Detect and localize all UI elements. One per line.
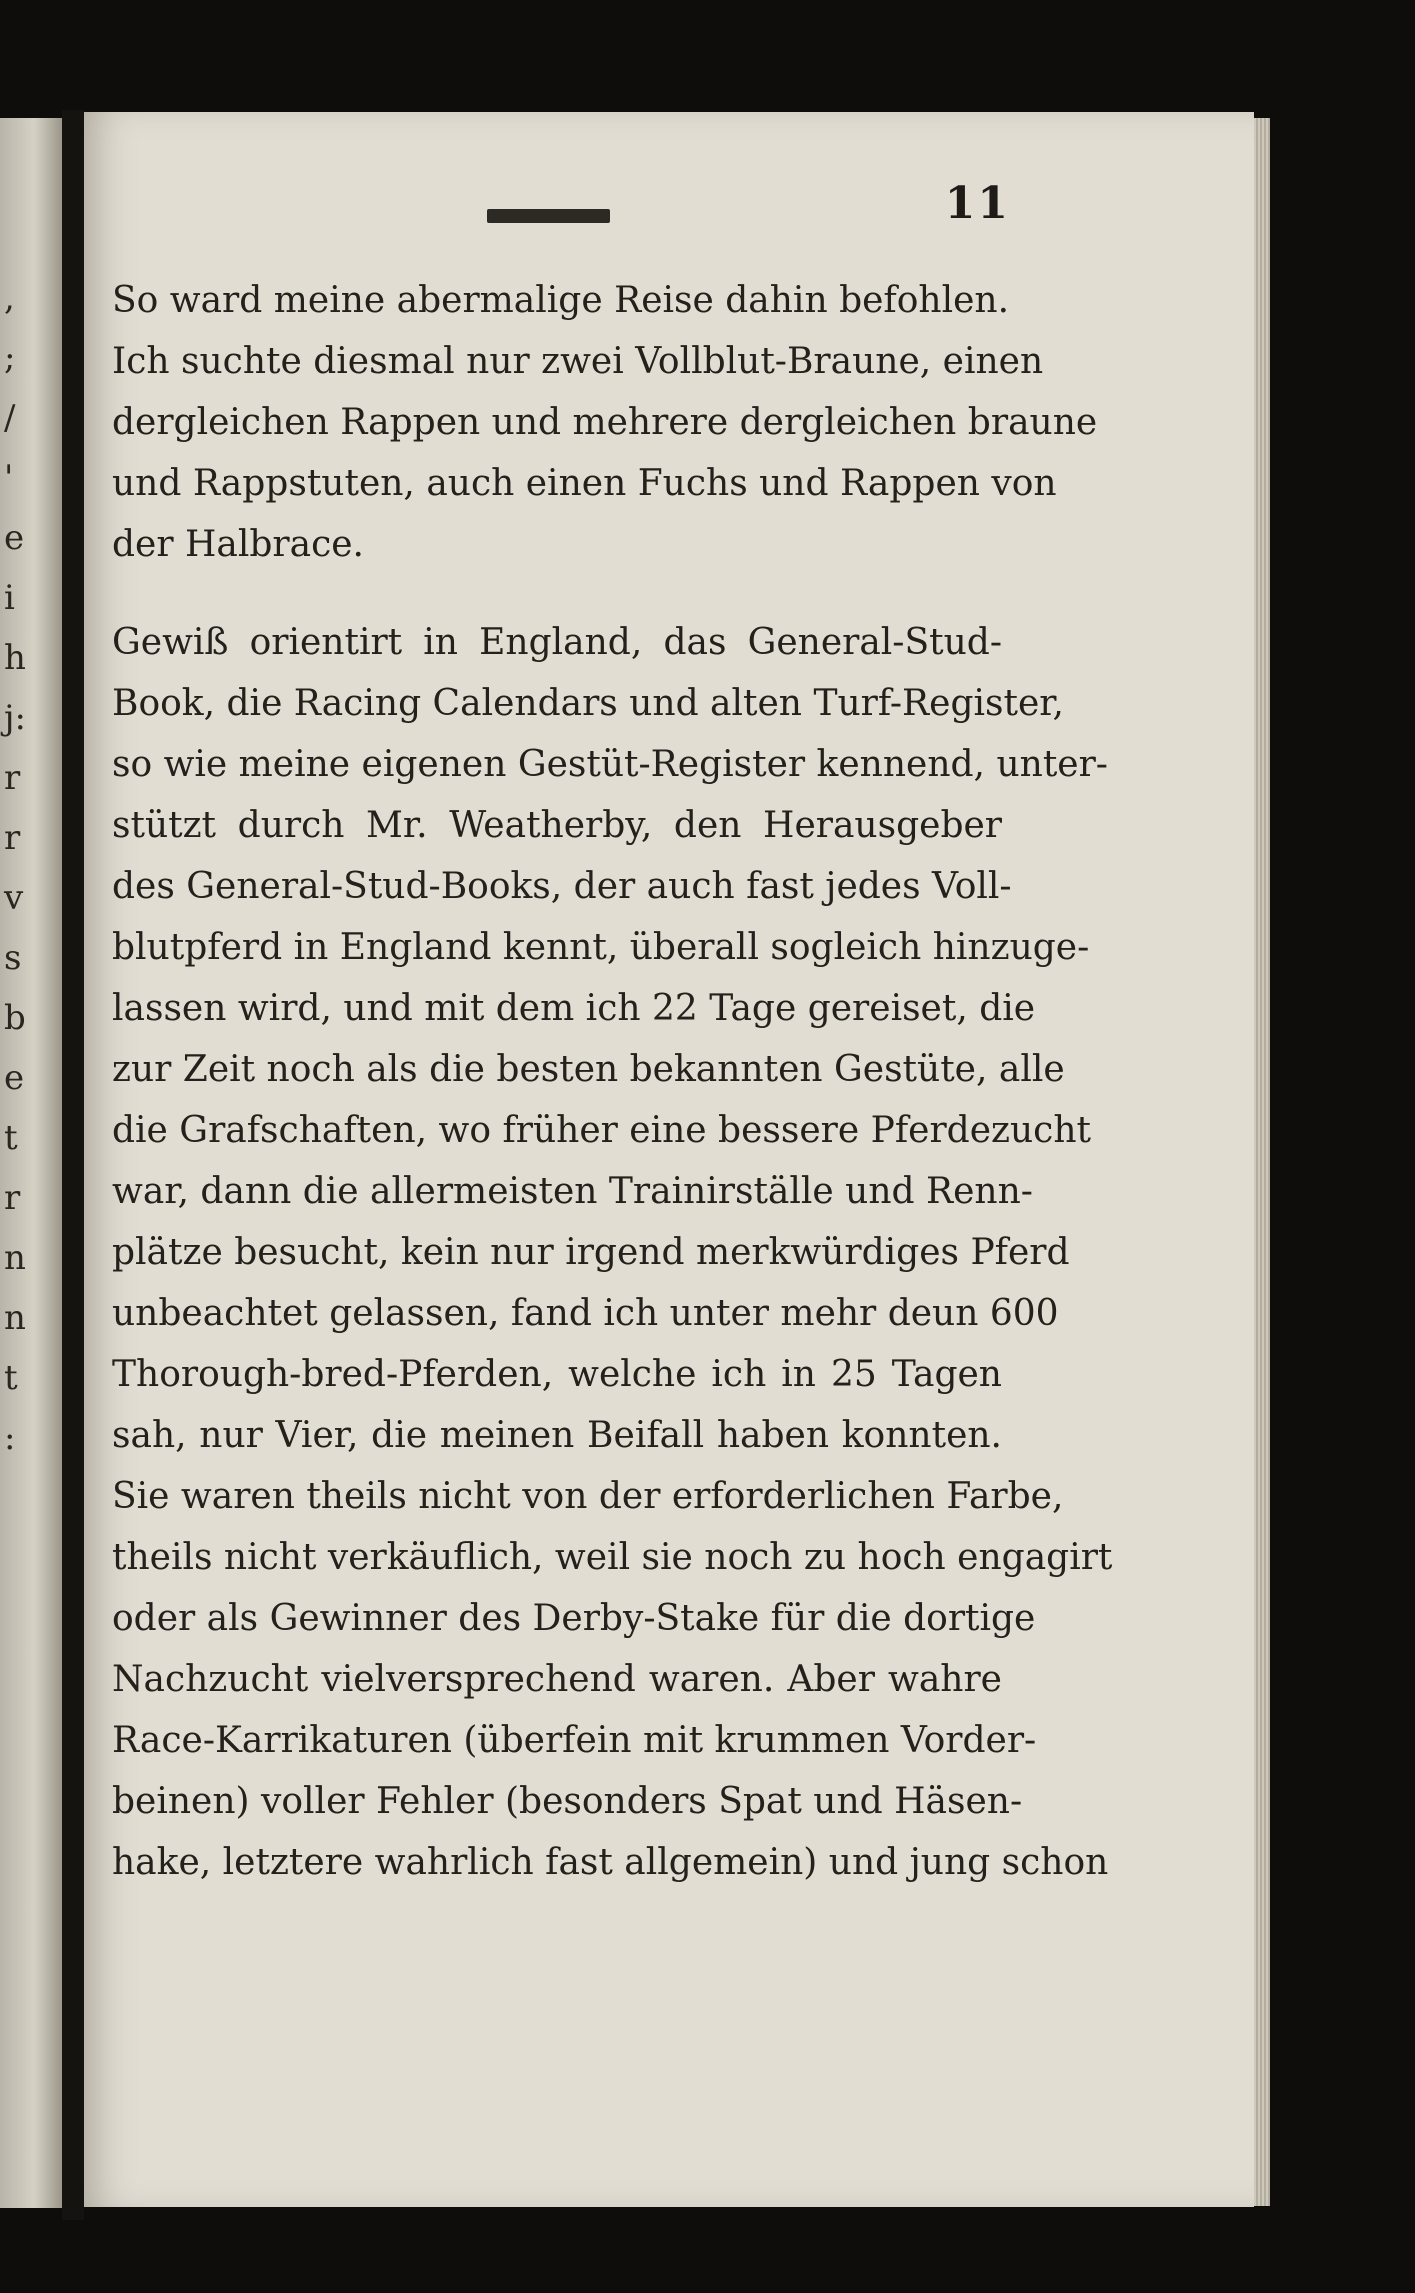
facing-page-glyph: n <box>4 1298 26 1338</box>
paragraph <box>112 612 1113 1893</box>
text-line: hake, letztere wahrlich fast allgemein) und jung schon <box>112 1842 1109 1883</box>
facing-page-glyph: : <box>4 1418 16 1458</box>
text-line: sah, nur Vier, die meinen Beifall haben konnten. <box>112 1415 1002 1456</box>
page-number: 11 <box>944 178 1010 229</box>
text-line: So ward meine abermalige Reise dahin befohlen. <box>112 280 1010 321</box>
facing-page-glyph: r <box>4 1178 21 1218</box>
facing-page-glyph: ; <box>4 338 16 378</box>
paragraph <box>112 270 1098 575</box>
facing-page-glyph: t <box>4 1358 18 1398</box>
facing-page-glyph: e <box>4 518 25 558</box>
facing-page-glyph: / <box>4 398 16 438</box>
page-body-text <box>112 270 1113 1893</box>
facing-page-glyph: ' <box>4 458 14 498</box>
text-line: oder als Gewinner des Derby-Stake für die dortige <box>112 1598 1036 1639</box>
text-line: stützt durch Mr. Weatherby, den Herausgeber <box>112 805 1002 846</box>
facing-page-glyph: , <box>4 278 15 318</box>
text-line: beinen) voller Fehler (besonders Spat und Häsen- <box>112 1781 1023 1822</box>
facing-page-glyph: t <box>4 1118 18 1158</box>
text-line: lassen wird, und mit dem ich 22 Tage gereiset, die <box>112 988 1036 1029</box>
text-line: Thorough-bred-Pferden, welche ich in 25 Tagen <box>112 1354 1002 1395</box>
facing-page-glyph: s <box>4 938 22 978</box>
text-line: plätze besucht, kein nur irgend merkwürdiges Pferd <box>112 1232 1070 1273</box>
text-line: theils nicht verkäuflich, weil sie noch zu hoch engagirt <box>112 1537 1113 1578</box>
book-gutter <box>62 110 84 2220</box>
page-stack-edge <box>1254 118 1270 2206</box>
text-line: blutpferd in England kennt, überall sogleich hinzuge- <box>112 927 1090 968</box>
text-line: und Rappstuten, auch einen Fuchs und Rappen von <box>112 463 1057 504</box>
text-line: Gewiß orientirt in England, das General-Stud- <box>112 622 1002 663</box>
facing-page-text-fragments <box>4 268 34 1468</box>
header-rule-ornament-icon <box>487 209 610 223</box>
text-line: Race-Karrikaturen (überfein mit krummen Vorder- <box>112 1720 1037 1761</box>
text-line: unbeachtet gelassen, fand ich unter mehr deun 600 <box>112 1293 1059 1334</box>
text-line: so wie meine eigenen Gestüt-Register kennend, unter- <box>112 744 1108 785</box>
facing-page-glyph: b <box>4 998 26 1038</box>
facing-page-glyph: i <box>4 578 15 618</box>
text-line: dergleichen Rappen und mehrere dergleichen braune <box>112 402 1098 443</box>
text-line: Nachzucht vielversprechend waren. Aber wahre <box>112 1659 1002 1700</box>
paragraph-gap <box>112 575 1002 612</box>
facing-page-glyph: r <box>4 758 21 798</box>
text-line: Sie waren theils nicht von der erforderlichen Farbe, <box>112 1476 1064 1517</box>
text-line: war, dann die allermeisten Trainirställe und Renn- <box>112 1171 1033 1212</box>
facing-page-glyph: h <box>4 638 26 678</box>
text-line: Book, die Racing Calendars und alten Turf-Register, <box>112 683 1064 724</box>
facing-page-glyph: e <box>4 1058 25 1098</box>
text-line: die Grafschaften, wo früher eine bessere Pferdezucht <box>112 1110 1091 1151</box>
facing-page-edge <box>0 118 62 2208</box>
text-line: des General-Stud-Books, der auch fast jedes Voll- <box>112 866 1012 907</box>
facing-page-glyph: j: <box>4 698 26 738</box>
facing-page-glyph: v <box>4 878 24 918</box>
facing-page-glyph: r <box>4 818 21 858</box>
facing-page-glyph: n <box>4 1238 26 1278</box>
text-line: zur Zeit noch als die besten bekannten Gestüte, alle <box>112 1049 1065 1090</box>
text-line: der Halbrace. <box>112 524 364 565</box>
text-line: Ich suchte diesmal nur zwei Vollblut-Braune, einen <box>112 341 1044 382</box>
